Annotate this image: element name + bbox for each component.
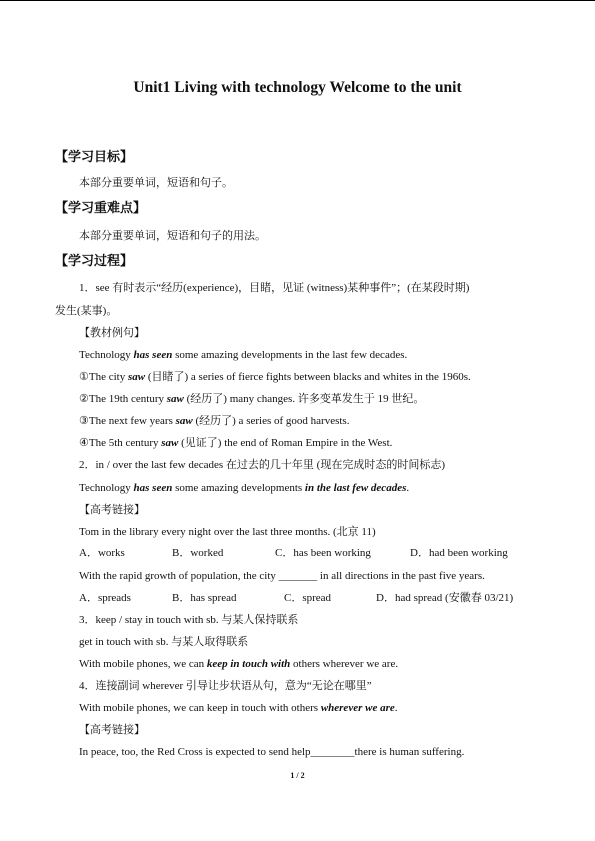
item4-example xyxy=(79,701,398,715)
item2-line1: 2．in / over the last few decades 在过去的几十年里 (现在完成时态的时间标志) xyxy=(79,459,445,471)
emphasis-text: has seen xyxy=(133,482,173,494)
item1-example-3 xyxy=(79,414,349,428)
text-run: ②The 19th century xyxy=(79,393,167,405)
text-run: With mobile phones, we can keep in touch with others xyxy=(79,702,321,714)
text-run: (经历了) a series of good harvests. xyxy=(192,415,350,427)
item1-example-1 xyxy=(79,370,471,384)
emphasis-text: keep in touch with xyxy=(206,658,291,670)
text-run: Technology xyxy=(79,482,134,494)
top-border-line xyxy=(0,0,595,1)
item2-q1-options xyxy=(79,546,539,560)
option-d: D．had spread (安徽春 03/21) xyxy=(376,592,514,604)
item1-line1: 1．see 有时表示“经历(experience)，目睹，见证 (witness)某种事件”；(在某段时期) xyxy=(79,282,470,294)
text-run: (目睹了) a series of fierce fights between blacks and whites in the 1960s. xyxy=(145,371,471,383)
text-run: ③The next few years xyxy=(79,415,176,427)
page-number: 1 / 2 xyxy=(290,771,305,780)
option-b: B．worked xyxy=(172,547,224,559)
emphasis-text: has seen xyxy=(133,349,173,361)
text-run: ④The 5th century xyxy=(79,437,162,449)
item2-question-1: Tom in the library every night over the last three months. (北京 11) xyxy=(79,526,376,538)
option-b: B．has spread xyxy=(172,592,237,604)
emphasis-text: saw xyxy=(175,415,193,427)
text-run: Technology xyxy=(79,349,134,361)
item2-q2-options xyxy=(79,591,539,605)
emphasis-text: in the last few decades xyxy=(304,482,407,494)
key-points-text: 本部分重要单词，短语和句子的用法。 xyxy=(79,230,266,242)
goals-heading: 【学习目标】 xyxy=(55,149,134,164)
item2-example xyxy=(79,481,409,495)
item4-line1: 4．连接副词 wherever 引导让步状语从句，意为“无论在哪里” xyxy=(79,680,372,692)
option-a: A．spreads xyxy=(79,592,131,604)
text-run: some amazing developments xyxy=(172,482,305,494)
key-points-heading: 【学习重难点】 xyxy=(55,200,147,215)
page-title: Unit1 Living with technology Welcome to the unit xyxy=(133,79,462,96)
item4-label: 【高考链接】 xyxy=(79,724,145,736)
item1-example-4 xyxy=(79,436,392,450)
text-run: some amazing developments in the last few decades. xyxy=(172,349,408,361)
item1-example-0 xyxy=(79,348,407,362)
goals-text: 本部分重要单词，短语和句子。 xyxy=(79,177,233,189)
item1-label: 【教材例句】 xyxy=(79,327,145,339)
text-run: ①The city xyxy=(79,371,128,383)
text-run: (见证了) the end of Roman Empire in the West. xyxy=(178,437,393,449)
emphasis-text: saw xyxy=(161,437,179,449)
item1-line2: 发生(某事)。 xyxy=(55,305,118,317)
emphasis-text: wherever we are xyxy=(320,702,395,714)
text-run: others wherever we are. xyxy=(290,658,399,670)
option-c: C．spread xyxy=(284,592,332,604)
item1-example-2 xyxy=(79,392,424,406)
emphasis-text: saw xyxy=(166,393,184,405)
item3-line2: get in touch with sb. 与某人取得联系 xyxy=(79,636,249,648)
option-d: D．had been working xyxy=(410,547,508,559)
text-run: (经历了) many changes. 许多变革发生于 19 世纪。 xyxy=(183,393,425,405)
emphasis-text: saw xyxy=(127,371,146,383)
text-run: . xyxy=(406,482,410,494)
item2-label: 【高考链接】 xyxy=(79,504,145,516)
item3-line1: 3．keep / stay in touch with sb. 与某人保持联系 xyxy=(79,614,299,626)
option-a: A．works xyxy=(79,547,125,559)
item2-question-2: With the rapid growth of population, the city _______ in all directions in the past five years. xyxy=(79,570,485,582)
process-heading: 【学习过程】 xyxy=(55,253,134,268)
item4-question: In peace, too, the Red Cross is expected to send help________there is human suffering. xyxy=(79,746,465,758)
item3-example xyxy=(79,657,398,671)
text-run: . xyxy=(394,702,398,714)
option-c: C．has been working xyxy=(275,547,371,559)
text-run: With mobile phones, we can xyxy=(79,658,207,670)
